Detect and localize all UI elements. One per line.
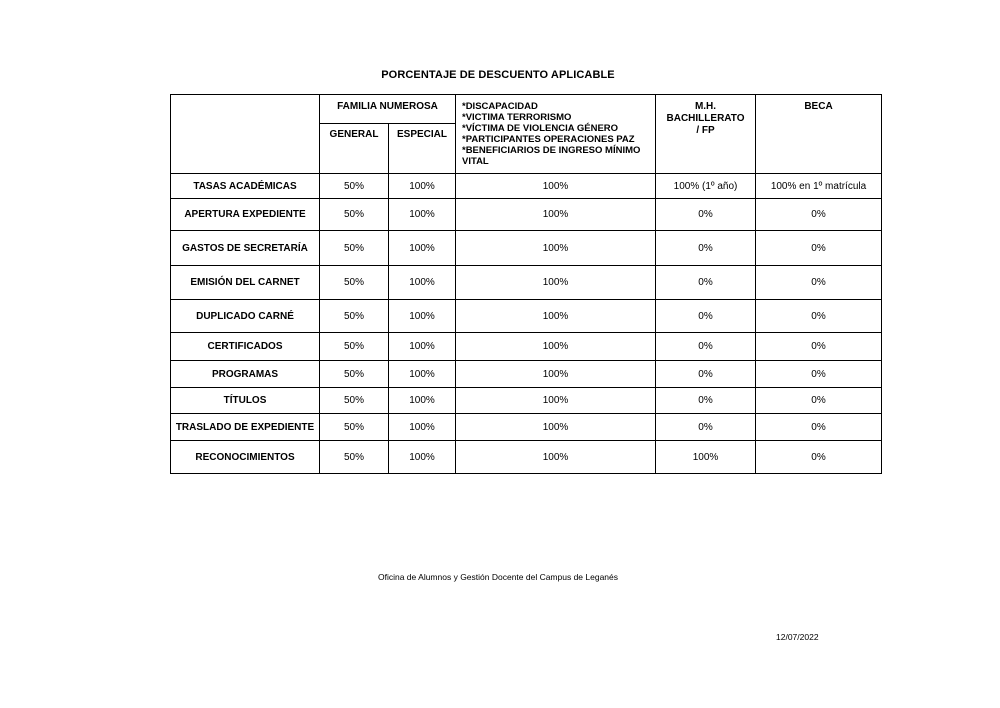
cell-discapacidad: 100% <box>456 174 656 199</box>
table-row <box>171 388 882 414</box>
cell-discapacidad: 100% <box>456 199 656 231</box>
cell-especial: 100% <box>389 441 456 474</box>
row-label: PROGRAMAS <box>171 361 320 388</box>
cell-beca: 100% en 1º matrícula <box>756 174 882 199</box>
row-label: TÍTULOS <box>171 388 320 414</box>
cell-beca: 0% <box>756 388 882 414</box>
cell-discapacidad: 100% <box>456 388 656 414</box>
header-discapacidad-line: *VICTIMA TERRORISMO <box>462 112 572 123</box>
header-discapacidad-line: *BENEFICIARIOS DE INGRESO MÍNIMO <box>462 145 641 156</box>
document-date: 12/07/2022 <box>776 632 819 642</box>
header-mh-line: M.H. <box>694 101 717 112</box>
cell-discapacidad: 100% <box>456 300 656 333</box>
document-title: PORCENTAJE DE DESCUENTO APLICABLE <box>381 69 615 81</box>
header-discapacidad-line: *DISCAPACIDAD <box>462 101 538 112</box>
discount-table <box>170 94 882 474</box>
header-mh-line: / FP <box>696 125 715 136</box>
table-row <box>171 333 882 361</box>
cell-discapacidad: 100% <box>456 441 656 474</box>
row-label: CERTIFICADOS <box>171 333 320 361</box>
header-discapacidad-line: *VÍCTIMA DE VIOLENCIA GÉNERO <box>462 123 619 134</box>
cell-mh: 0% <box>656 266 756 300</box>
cell-mh: 0% <box>656 300 756 333</box>
cell-discapacidad: 100% <box>456 361 656 388</box>
cell-general: 50% <box>320 231 389 266</box>
cell-mh: 0% <box>656 231 756 266</box>
header-blank-cell <box>171 95 320 174</box>
cell-discapacidad: 100% <box>456 333 656 361</box>
cell-beca: 0% <box>756 199 882 231</box>
cell-beca: 0% <box>756 333 882 361</box>
cell-general: 50% <box>320 300 389 333</box>
row-label: DUPLICADO CARNÉ <box>171 300 320 333</box>
header-beca: BECA <box>756 95 882 174</box>
row-label: TRASLADO DE EXPEDIENTE <box>171 414 320 441</box>
cell-beca: 0% <box>756 361 882 388</box>
cell-especial: 100% <box>389 414 456 441</box>
table-row <box>171 414 882 441</box>
cell-beca: 0% <box>756 414 882 441</box>
cell-especial: 100% <box>389 333 456 361</box>
cell-mh: 0% <box>656 388 756 414</box>
cell-mh: 100% (1º año) <box>656 174 756 199</box>
row-label: RECONOCIMIENTOS <box>171 441 320 474</box>
cell-mh: 0% <box>656 333 756 361</box>
cell-discapacidad: 100% <box>456 414 656 441</box>
cell-general: 50% <box>320 333 389 361</box>
cell-especial: 100% <box>389 300 456 333</box>
cell-general: 50% <box>320 441 389 474</box>
cell-beca: 0% <box>756 300 882 333</box>
header-mh-line: BACHILLERATO <box>666 113 745 124</box>
cell-general: 50% <box>320 199 389 231</box>
cell-general: 50% <box>320 414 389 441</box>
header-especial: ESPECIAL <box>389 124 456 174</box>
header-general: GENERAL <box>320 124 389 174</box>
cell-especial: 100% <box>389 388 456 414</box>
cell-discapacidad: 100% <box>456 266 656 300</box>
cell-especial: 100% <box>389 231 456 266</box>
cell-beca: 0% <box>756 231 882 266</box>
cell-mh: 0% <box>656 199 756 231</box>
row-label: EMISIÓN DEL CARNET <box>171 266 320 300</box>
row-label: APERTURA EXPEDIENTE <box>171 199 320 231</box>
cell-beca: 0% <box>756 441 882 474</box>
header-discapacidad-line: VITAL <box>462 156 489 167</box>
cell-mh: 0% <box>656 414 756 441</box>
header-discapacidad <box>456 95 656 174</box>
row-label: TASAS ACADÉMICAS <box>171 174 320 199</box>
header-familia-numerosa: FAMILIA NUMEROSA <box>320 95 456 124</box>
cell-discapacidad: 100% <box>456 231 656 266</box>
table-row <box>171 361 882 388</box>
cell-general: 50% <box>320 266 389 300</box>
cell-mh: 100% <box>656 441 756 474</box>
footer-office: Oficina de Alumnos y Gestión Docente del Campus de Leganés <box>377 572 619 582</box>
cell-especial: 100% <box>389 266 456 300</box>
cell-general: 50% <box>320 388 389 414</box>
table-row <box>171 174 882 199</box>
row-label: GASTOS DE SECRETARÍA <box>171 231 320 266</box>
cell-especial: 100% <box>389 361 456 388</box>
header-row-top <box>171 95 882 124</box>
header-discapacidad-line: *PARTICIPANTES OPERACIONES PAZ <box>462 134 635 145</box>
table-row <box>171 266 882 300</box>
cell-especial: 100% <box>389 174 456 199</box>
cell-especial: 100% <box>389 199 456 231</box>
table-row <box>171 441 882 474</box>
cell-beca: 0% <box>756 266 882 300</box>
cell-general: 50% <box>320 174 389 199</box>
header-mh <box>656 95 756 174</box>
table-row <box>171 300 882 333</box>
table-row <box>171 231 882 266</box>
cell-mh: 0% <box>656 361 756 388</box>
cell-general: 50% <box>320 361 389 388</box>
table-row <box>171 199 882 231</box>
